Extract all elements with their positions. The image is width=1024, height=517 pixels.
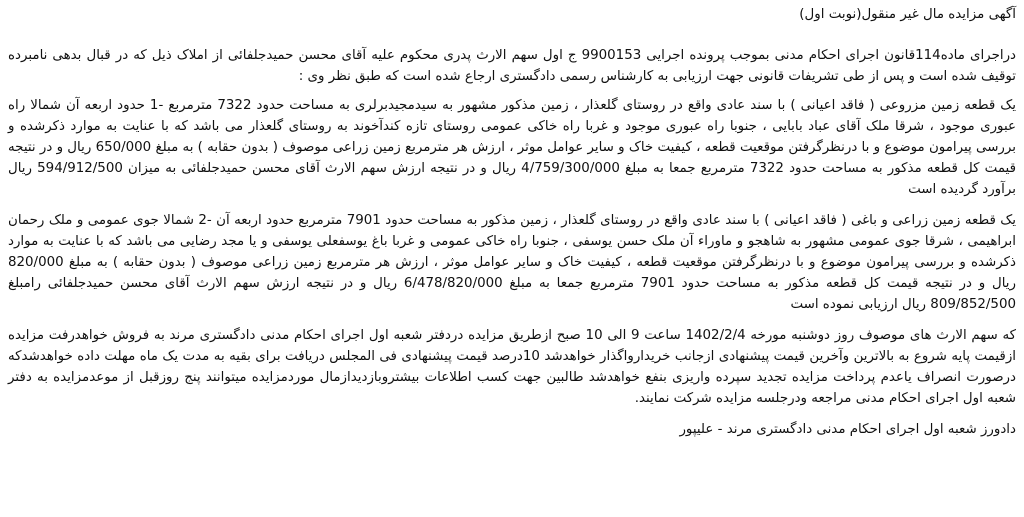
property-item-1: یک قطعه زمین مزروعی ( فاقد اعیانی ) با سند عادی واقع در روستای گلعذار ، زمین مذکور مشهور به سیدمجیدبرلری به مساحت حدود 7322 مترمربع -1 حدود اربعه آن شمالا راه عبوری موجود ، شرقا ملک آقای عباد بابایی ، جنوبا راه عبوری موجود و غربا راه خاکی عمومی روستای تازه کندآخوند به روستای گلعذار می باشد که با عنایت به موارد ذکرشده و بررسی پیرامون موضوع و با درنظرگرفتن موقعیت قطعه ، کیفیت خاک و سایر عوامل موثر ، ارزش هر مترمربع زمین زراعی موصوف ( بدون حقابه ) به مبلغ 650/000 ریال و در نتیجه قیمت کل قطعه مذکور به مساحت حدود 7322 مترمربع جمعا به مبلغ 4/759/300/000 ریال و در نتیجه ارزش سهم الارث آقای محسن حمیدجلفائی به میزان 594/912/500 ریال برآورد گردیده است (8, 98, 1017, 197)
property-item-2: یک قطعه زمین زراعی و باغی ( فاقد اعیانی ) با سند عادی واقع در روستای گلعذار ، زمین مذکور به مساحت حدود 7901 مترمربع حدود اربعه آن -2 شمالا جوی عمومی و ملک رحمان ابراهیمی ، شرقا جوی عمومی مشهور به شاهجو و ماوراء آن ملک حسن یوسفی ، جنوبا راه خاکی عمومی و غربا باغ یوسفعلی یوسفی و یا مجد رضایی می باشد که با عنایت به موارد ذکرشده و بررسی پیرامون موضوع و با درنظرگرفتن موقعیت قطعه ، کیفیت خاک و سایر عوامل موثر ، ارزش هر مترمربع زمین زراعی موصوف ( بدون حقابه ) به مبلغ 820/000 ریال و در نتیجه قیمت کل قطعه مذکور به مساحت حدود 7901 مترمربع جمعا به مبلغ 6/478/820/000 ریال و در نتیجه ارزش سهم الارث آقای محسن حمیدجلفائی رامبلغ 809/852/500 ریال ارزیابی نموده است (8, 213, 1016, 312)
notice-signature: دادورز شعبه اول اجرای احکام مدنی دادگستری مرند - علیپور (679, 422, 1016, 437)
notice-title: آگهی مزایده مال غیر منقول(نوبت اول) (799, 7, 1016, 22)
notice-intro: دراجرای ماده114قانون اجرای احکام مدنی بموجب پرونده اجرایی 9900153 ج اول سهم الارث پدری محکوم علیه آقای محسن حمیدجلفائی از املاک ذیل که در قبال بدهی نامبرده توقیف شده است و پس از طی تشریفات قانونی جهت ارزیابی به کارشناس رسمی دادگستری ارجاع شده است که طبق نظر وی : (8, 48, 1016, 84)
auction-conditions: که سهم الارث های موصوف روز دوشنبه مورخه 1402/2/4 ساعت 9 الی 10 صبح ازطریق مزایده دردفتر شعبه اول اجرای احکام مدنی دادگستری مرند به فروش خواهدرفت مزایده ازقیمت پایه شروع به بالاترین وآخرین قیمت پیشنهادی ازجانب خریدارواگذار خواهدشد 10درصد قیمت پیشنهادی فی المجلس دریافت برای بقیه به مدت یک ماه مهلت داده خواهدشدکه درصورت انصراف یاعدم پرداخت مزایده تجدید سپرده واریزی بنفع خواهدشد طالبین جهت کسب اطلاعات بیشتروبازدیدازمال موردمزایده میتوانند پنج روزقبل از موعدمزایده به دفتر شعبه اول اجرای احکام مدنی مراجعه ودرجلسه مزایده شرکت نمایند. (8, 328, 1017, 406)
